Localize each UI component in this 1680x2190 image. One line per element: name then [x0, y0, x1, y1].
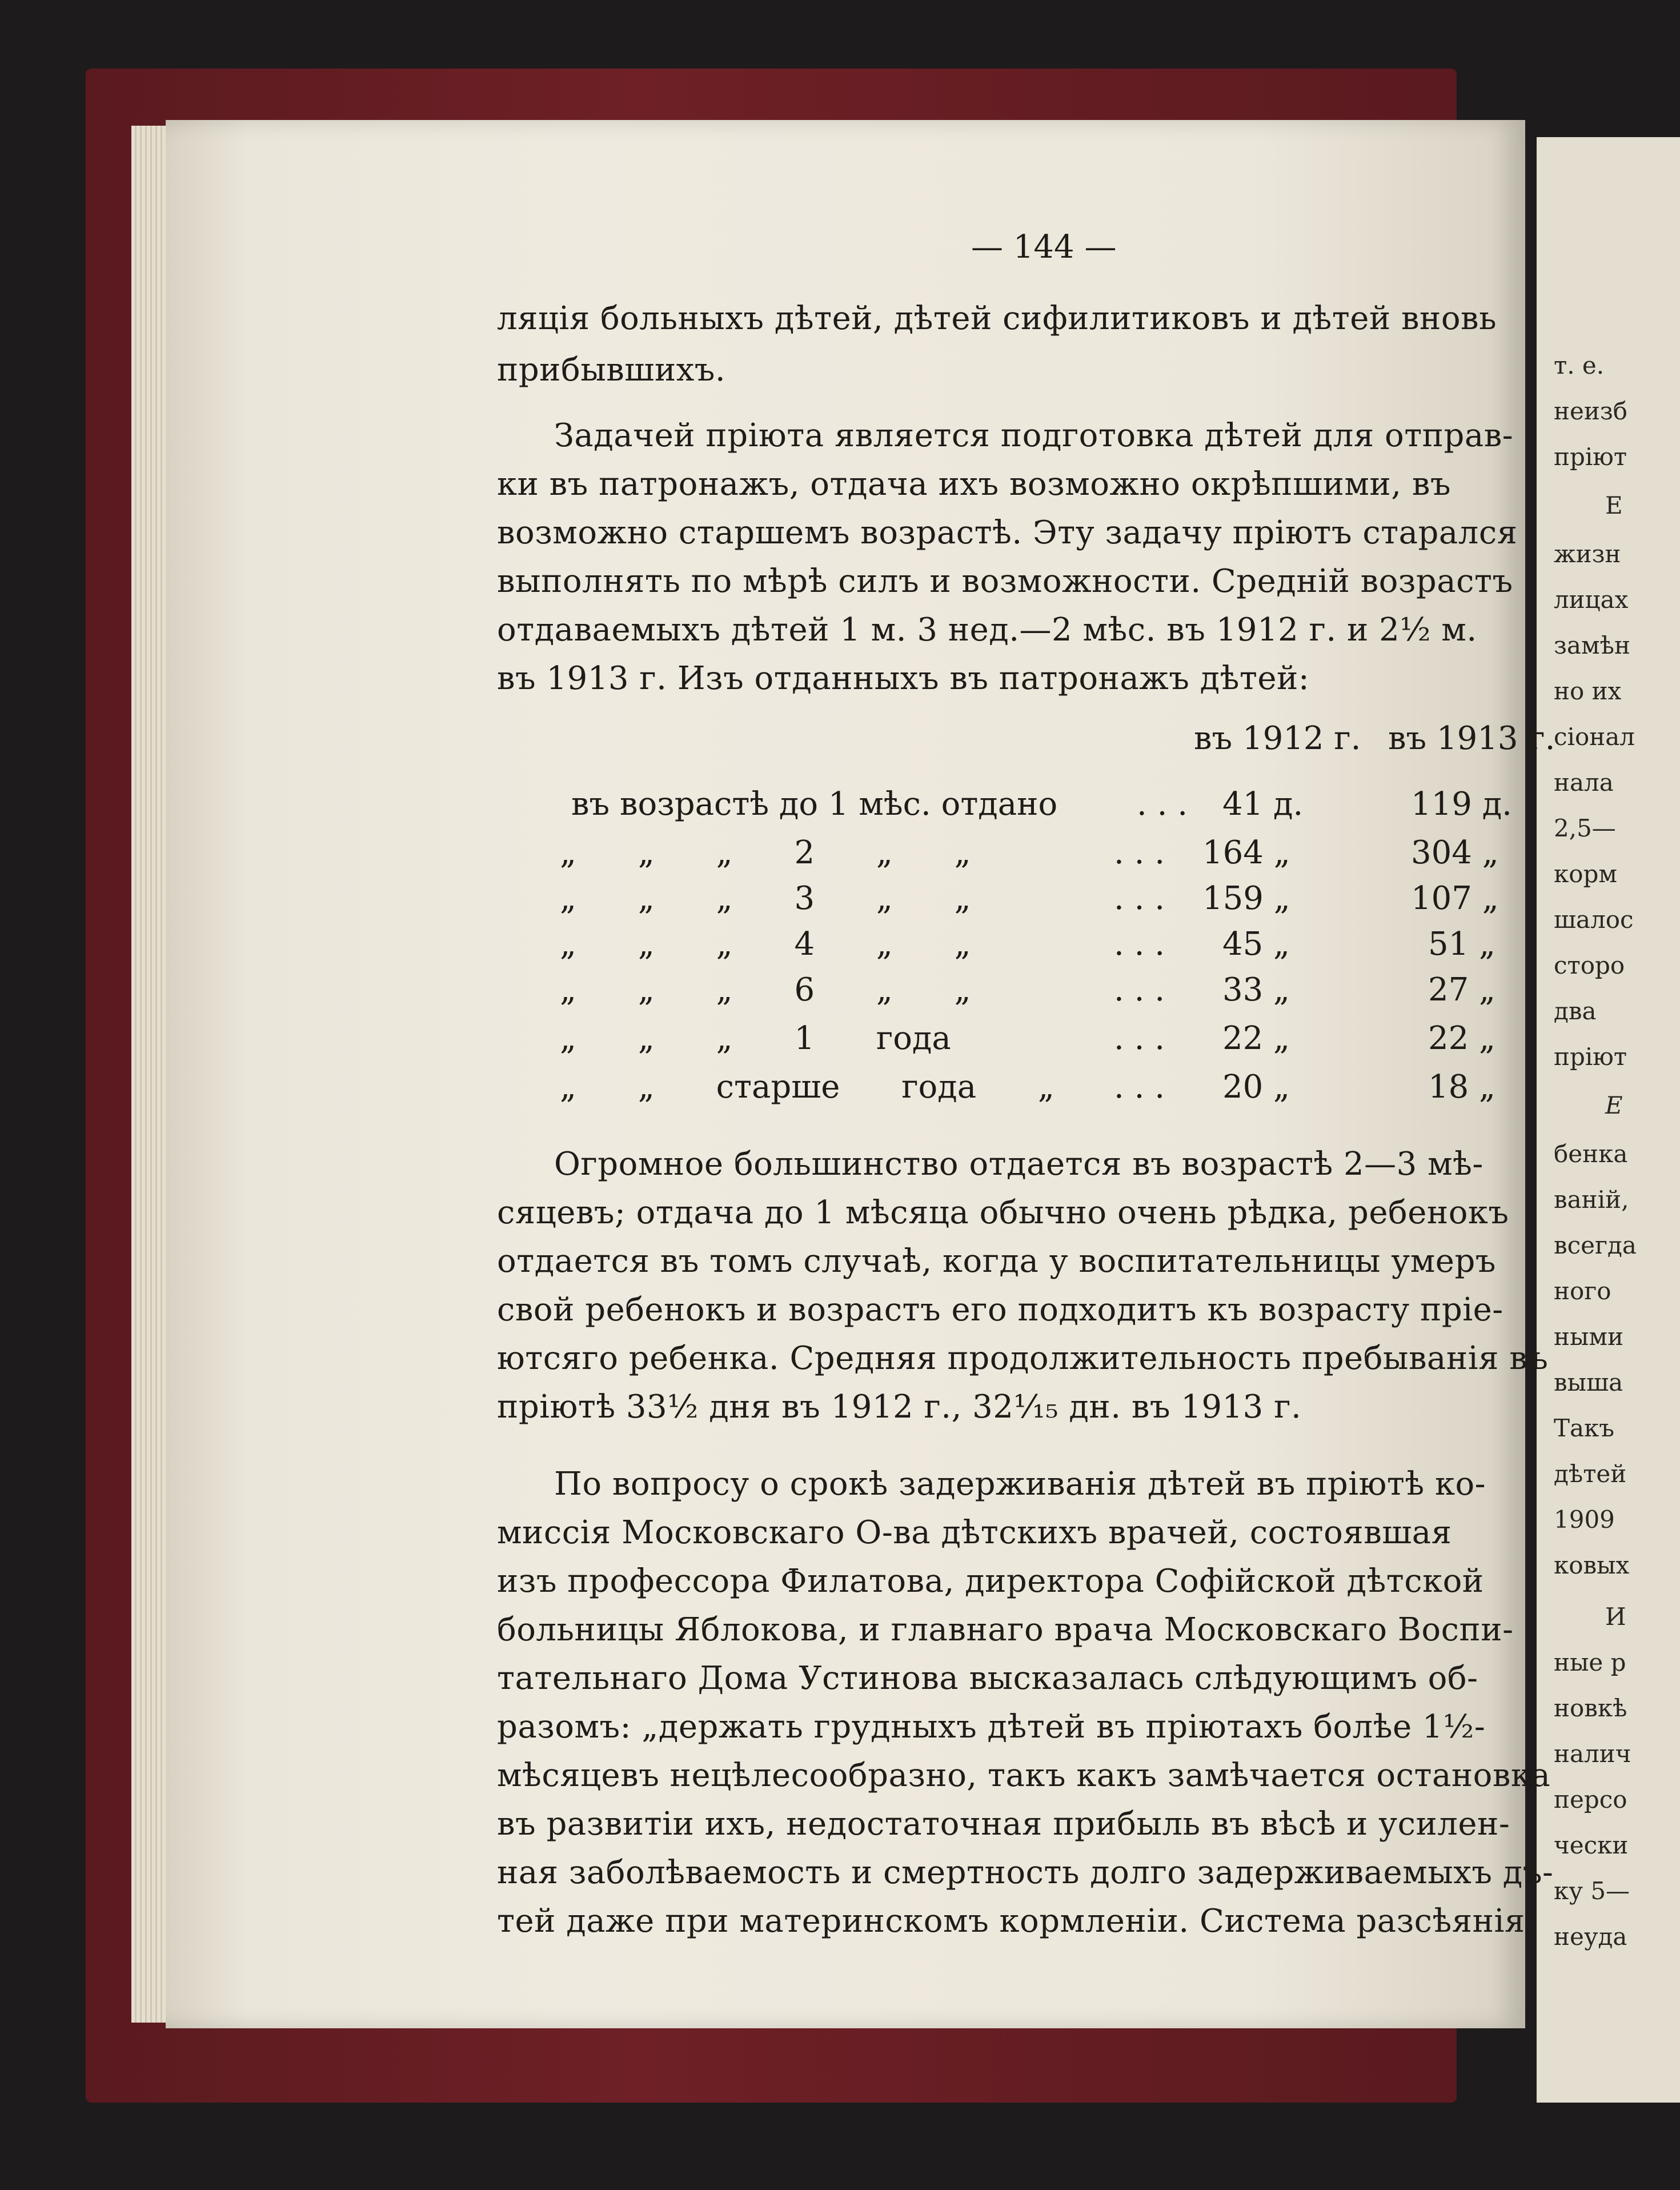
row-label: въ возрастѣ до 1 мѣс. отдано	[571, 786, 1058, 823]
value-1912: 45 „	[1222, 926, 1290, 963]
right-page-line: лицах	[1554, 586, 1629, 614]
text-line: изъ профессора Филатова, директора Софійской дѣтской	[497, 1563, 1484, 1600]
row-dots: . . .	[1114, 1020, 1165, 1057]
text-line: свой ребенокъ и возрастъ его подходитъ къ возрасту пріе-	[497, 1291, 1503, 1328]
value-1912: 20 „	[1222, 1068, 1290, 1106]
right-page-line: нала	[1554, 768, 1614, 796]
text-line: тательнаго Дома Устинова высказалась слѣдующимъ об-	[497, 1660, 1478, 1697]
right-page-line: Е	[1605, 1091, 1623, 1119]
value-1912: 164 „	[1202, 834, 1290, 871]
right-page-line: неизб	[1554, 397, 1628, 425]
right-page-line: бенка	[1554, 1140, 1628, 1168]
right-page-line: жизн	[1554, 540, 1621, 568]
page-edges	[131, 126, 166, 2023]
right-page-line: дѣтей	[1554, 1460, 1627, 1488]
right-page-line: новкѣ	[1554, 1694, 1627, 1722]
text-line: ки въ патронажъ, отдача ихъ возможно окрѣпшими, въ	[497, 466, 1451, 503]
right-page-line: налич	[1554, 1740, 1631, 1768]
text-line: выполнять по мѣрѣ силъ и возможности. Средній возрастъ	[497, 563, 1513, 600]
text-line: больницы Яблокова, и главнаго врача Московскаго Воспи-	[497, 1611, 1514, 1648]
table-header	[497, 720, 1555, 760]
text-line: въ развитіи ихъ, недостаточная прибыль въ вѣсѣ и усилен-	[497, 1805, 1510, 1843]
table-row	[497, 880, 1525, 920]
text-line: ютсяго ребенка. Средняя продолжительность пребыванія въ	[497, 1340, 1549, 1377]
right-page-line: корм	[1554, 860, 1618, 888]
text-line: По вопросу о срокѣ задерживанія дѣтей въ пріютѣ ко-	[554, 1466, 1486, 1503]
right-page-line: пріют	[1554, 1043, 1627, 1071]
right-page-line: два	[1554, 997, 1597, 1025]
text-line: въ 1913 г. Изъ отданныхъ въ патронажъ дѣтей:	[497, 660, 1310, 697]
right-page-line: Е	[1605, 491, 1623, 519]
table-row	[497, 834, 1525, 874]
value-1912: 33 „	[1222, 971, 1290, 1008]
page-number: — 144 —	[971, 229, 1117, 266]
text-line: мѣсяцевъ нецѣлесообразно, такъ какъ замѣчается остановка	[497, 1757, 1551, 1794]
right-page-line: чески	[1554, 1831, 1629, 1859]
row-label: „ „ „ 1 года	[560, 1020, 951, 1057]
value-1913: 119 д.	[1411, 786, 1512, 823]
row-label: „ „ „ 2 „ „	[560, 834, 971, 871]
text-line: сяцевъ; отдача до 1 мѣсяца обычно очень рѣдка, ребенокъ	[497, 1194, 1509, 1231]
text-line: отдаваемыхъ дѣтей 1 м. 3 нед.—2 мѣс. въ 1912 г. и 2½ м.	[497, 611, 1477, 648]
col-header-1913: въ 1913 г.	[1388, 720, 1555, 757]
right-page-line: ковых	[1554, 1551, 1630, 1579]
right-page-line: 2,5—	[1554, 814, 1616, 842]
right-page-line: И	[1605, 1603, 1626, 1631]
right-page-line: ваній,	[1554, 1186, 1629, 1214]
text-line: тей даже при материнскомъ кормленіи. Система разсѣянія	[497, 1903, 1525, 1940]
text-line: ная заболѣваемость и смертность долго задерживаемыхъ дѣ-	[497, 1854, 1554, 1891]
right-page-line: ного	[1554, 1277, 1611, 1305]
row-dots: . . .	[1114, 971, 1165, 1008]
right-page	[1537, 137, 1680, 2103]
table-row	[497, 1068, 1525, 1108]
right-page-line: сіонал	[1554, 723, 1635, 751]
text-line: Задачей пріюта является подготовка дѣтей для отправ-	[554, 417, 1514, 454]
text-line: отдается въ томъ случаѣ, когда у воспитательницы умеръ	[497, 1243, 1496, 1280]
table-row	[497, 926, 1525, 966]
col-header-1912: въ 1912 г.	[1194, 720, 1361, 757]
right-page-line: ными	[1554, 1323, 1624, 1351]
right-page-line: шалос	[1554, 906, 1634, 934]
text-line: прибывшихъ.	[497, 351, 726, 389]
row-label: „ „ „ 4 „ „	[560, 926, 971, 963]
right-page-line: пріют	[1554, 443, 1627, 471]
value-1913: 27 „	[1428, 971, 1496, 1008]
table-row	[497, 786, 1525, 826]
right-page-line: ные р	[1554, 1648, 1626, 1676]
text-line: пріютѣ 33½ дня въ 1912 г., 32¹⁄₁₅ дн. въ 1913 г.	[497, 1388, 1302, 1426]
row-dots: . . .	[1114, 1068, 1165, 1106]
row-dots: . . .	[1114, 834, 1165, 871]
right-page-line: замѣн	[1554, 631, 1630, 659]
right-page-line: сторо	[1554, 951, 1625, 979]
row-label: „ „ „ 6 „ „	[560, 971, 971, 1008]
value-1912: 22 „	[1222, 1020, 1290, 1057]
value-1913: 107 „	[1411, 880, 1499, 917]
right-page-line: выша	[1554, 1368, 1623, 1396]
right-page-line: всегда	[1554, 1231, 1637, 1259]
text-line: Огромное большинство отдается въ возрастѣ 2—3 мѣ-	[554, 1146, 1483, 1183]
value-1913: 51 „	[1428, 926, 1496, 963]
row-label: „ „ старше года „	[560, 1068, 1054, 1106]
text-line: ляція больныхъ дѣтей, дѣтей сифилитиковъ и дѣтей вновь	[497, 300, 1497, 337]
right-page-line: Такъ	[1554, 1414, 1615, 1442]
text-line: возможно старшемъ возрастѣ. Эту задачу пріютъ старался	[497, 514, 1518, 551]
row-dots: . . .	[1114, 880, 1165, 917]
right-page-line: но их	[1554, 677, 1622, 705]
text-line: разомъ: „держать грудныхъ дѣтей въ пріютахъ болѣе 1½-	[497, 1708, 1486, 1745]
right-page-line: ку 5—	[1554, 1877, 1630, 1905]
table-row	[497, 1020, 1525, 1060]
right-page-line: персо	[1554, 1785, 1627, 1813]
value-1912: 159 „	[1202, 880, 1290, 917]
row-label: „ „ „ 3 „ „	[560, 880, 971, 917]
value-1913: 22 „	[1428, 1020, 1496, 1057]
row-dots: . . .	[1137, 786, 1188, 823]
text-line: миссія Московскаго О-ва дѣтскихъ врачей, состоявшая	[497, 1514, 1452, 1551]
right-page-line: неуда	[1554, 1923, 1627, 1951]
value-1913: 304 „	[1411, 834, 1499, 871]
table-row	[497, 971, 1525, 1011]
row-dots: . . .	[1114, 926, 1165, 963]
right-page-line: 1909	[1554, 1506, 1615, 1534]
right-page-line: т. е.	[1554, 351, 1605, 379]
value-1913: 18 „	[1428, 1068, 1496, 1106]
value-1912: 41 д.	[1222, 786, 1304, 823]
